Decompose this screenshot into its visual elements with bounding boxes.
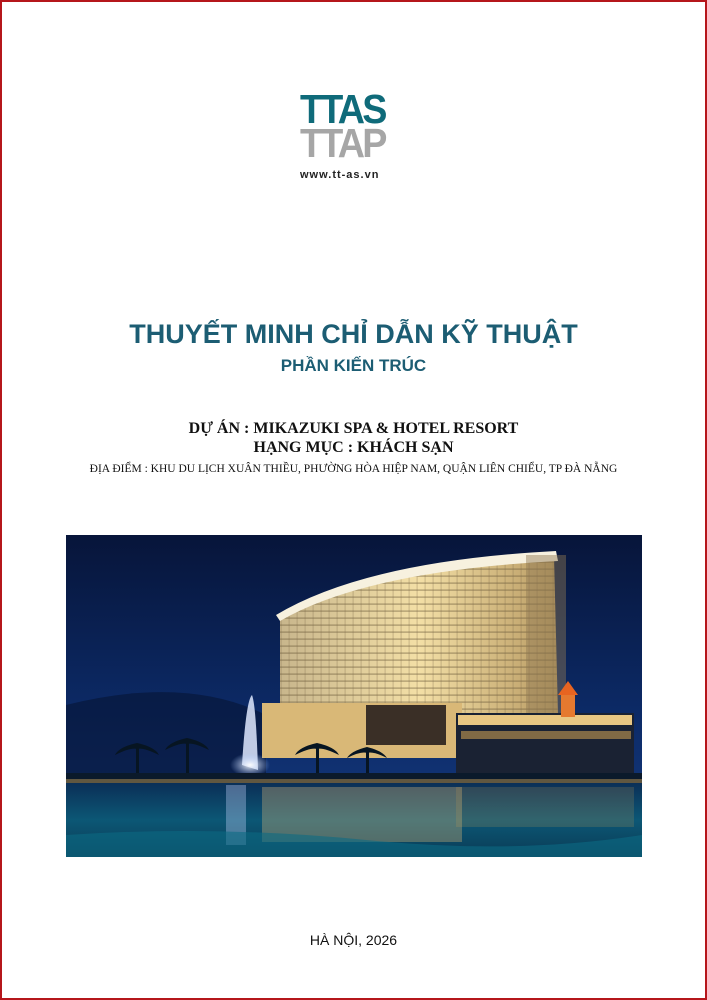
place-date: HÀ NỘI, 2026	[309, 932, 398, 948]
project-name: DỰ ÁN : MIKAZUKI SPA & HOTEL RESORT	[188, 420, 519, 437]
project-category: HẠNG MỤC : KHÁCH SẠN	[253, 439, 454, 456]
company-logo	[300, 86, 410, 184]
logo-website: www.tt-as.vn	[300, 169, 380, 181]
hotel-resort-night-photo	[66, 535, 642, 857]
document-title: THUYẾT MINH CHỈ DẪN KỸ THUẬT	[129, 319, 578, 349]
project-location: ĐỊA ĐIỂM : KHU DU LỊCH XUÂN THIỀU, PHƯỜNG HÒA HIỆP NAM, QUẬN LIÊN CHIỂU, TP ĐÀ NẴNG	[89, 463, 618, 475]
logo-text-ttap: TTAP	[300, 120, 385, 166]
document-subtitle: PHẦN KIẾN TRÚC	[280, 356, 427, 375]
logo-text-ttas: TTAS	[300, 86, 385, 132]
